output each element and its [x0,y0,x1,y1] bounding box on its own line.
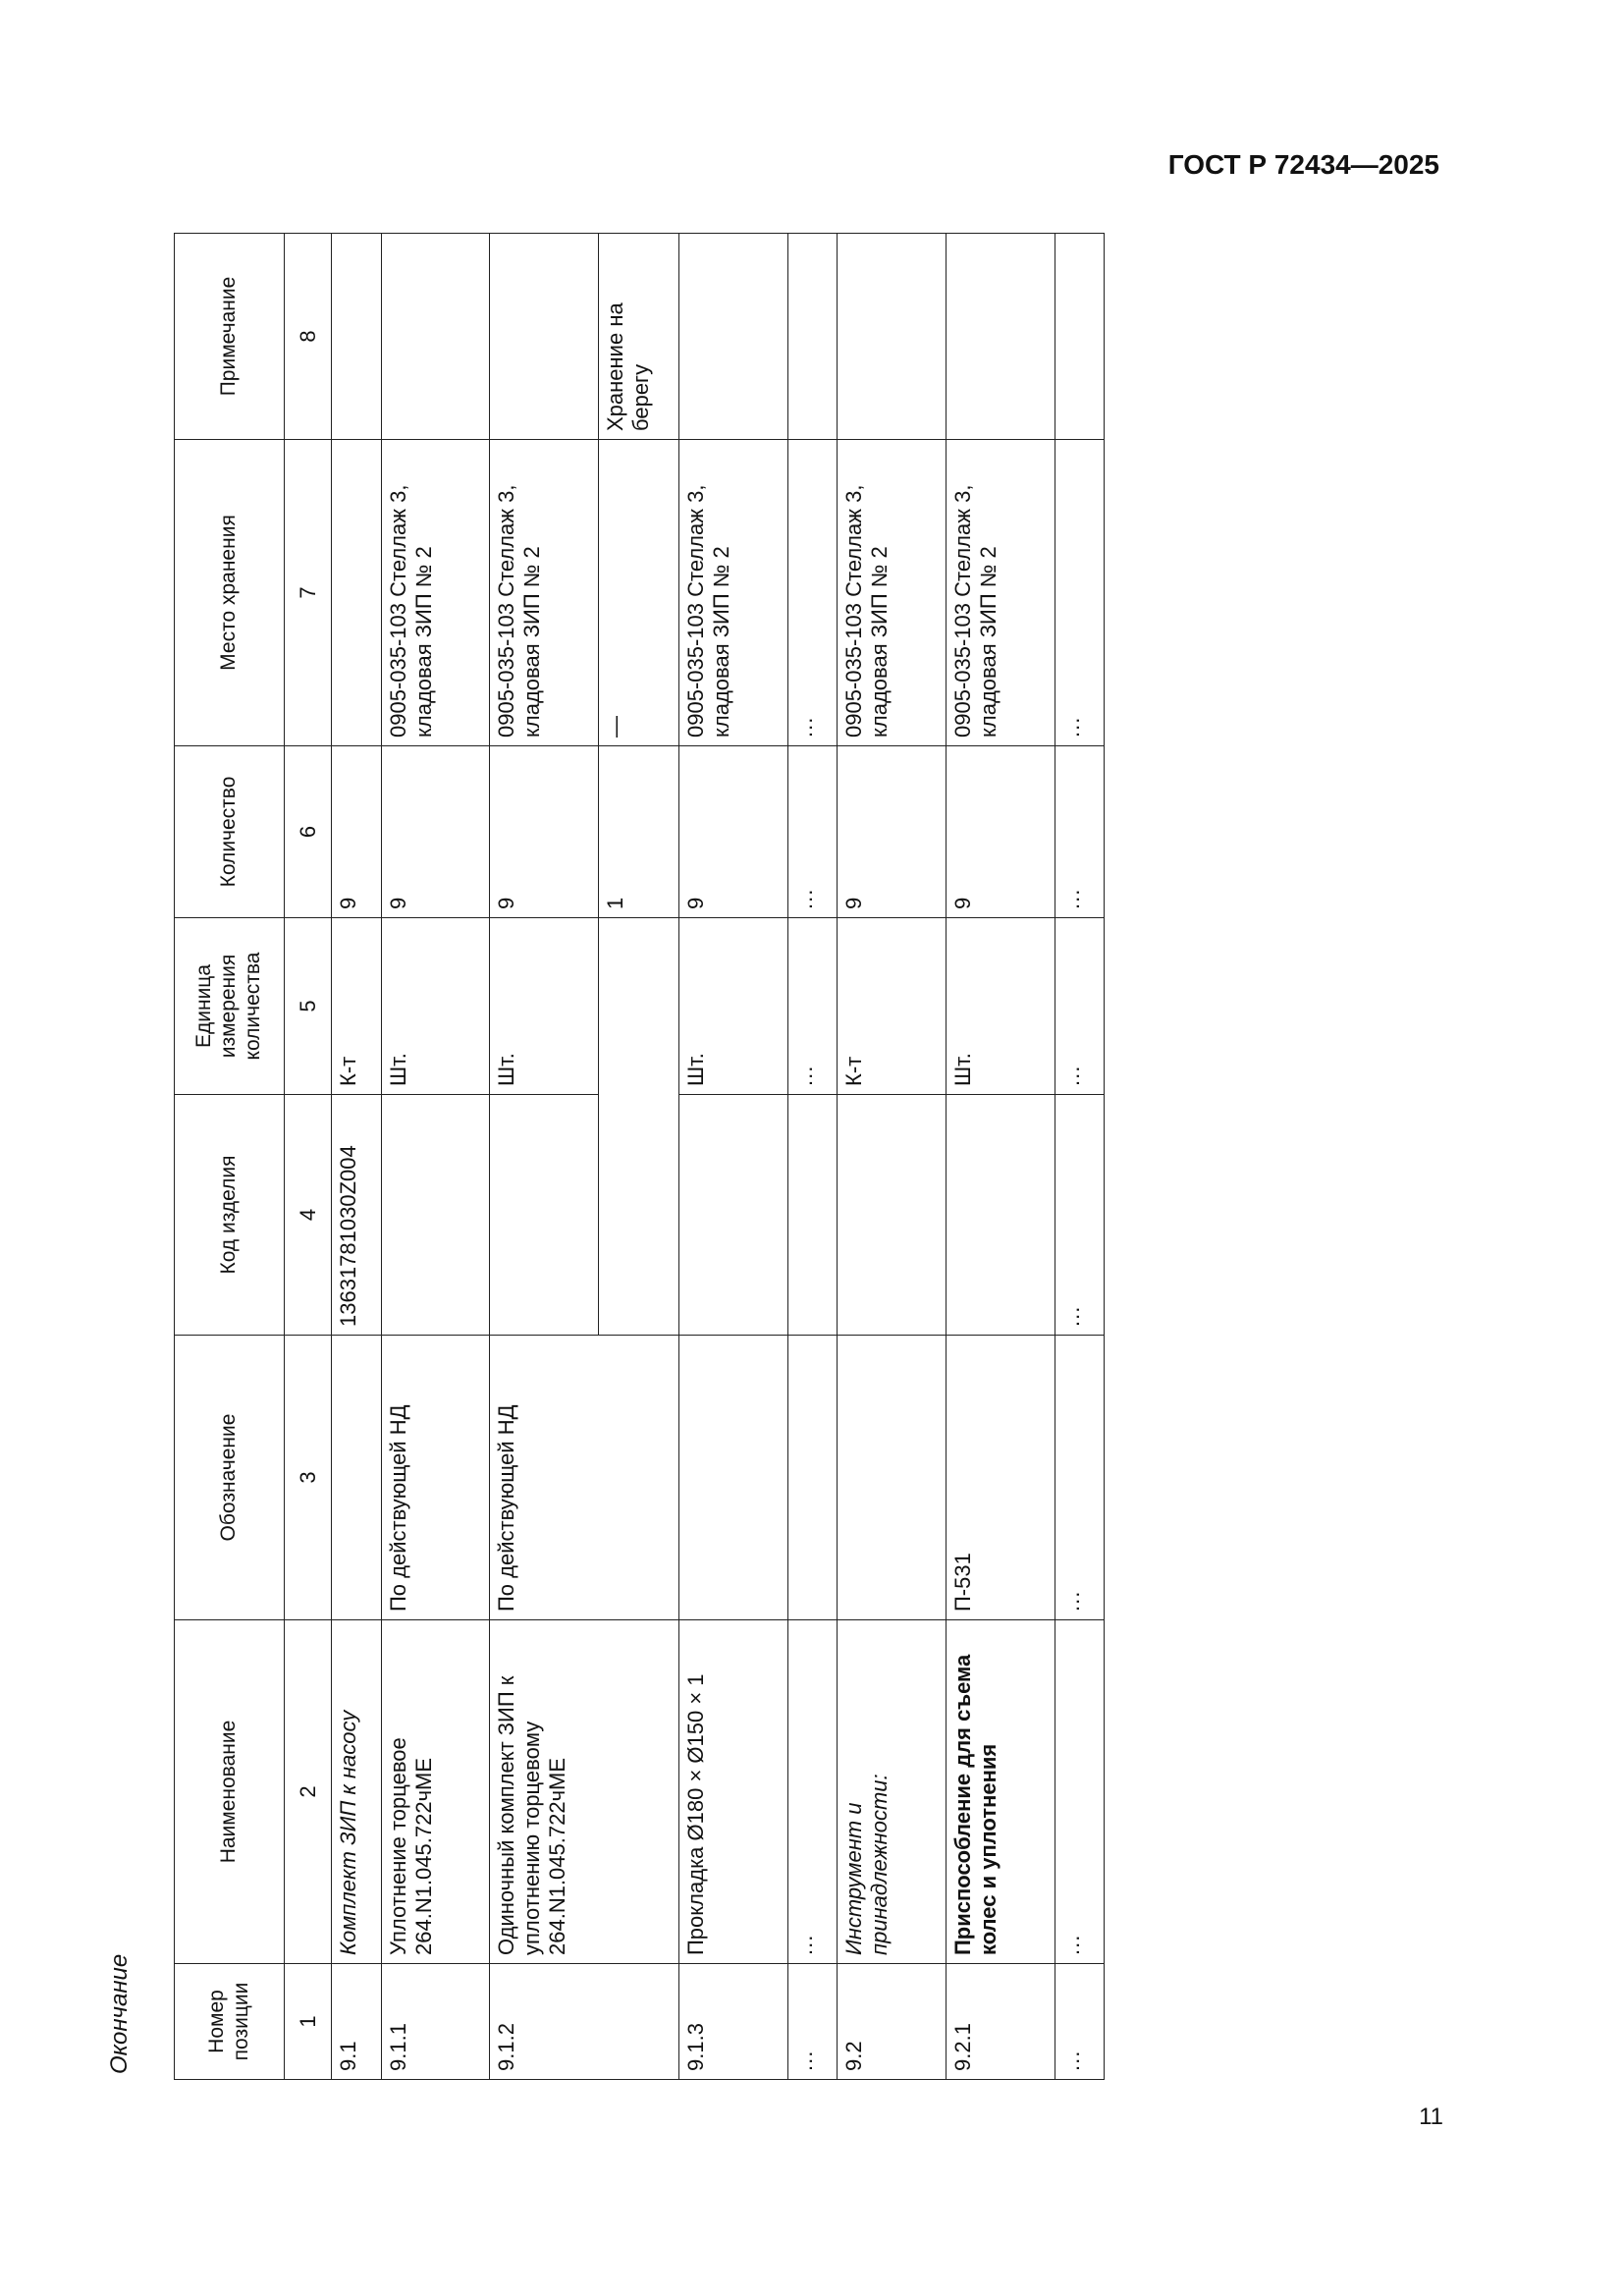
table-row [381,234,490,2080]
cell-storage-location: ... [788,440,838,746]
cell-product-code: ... [1055,1095,1104,1336]
cell-quantity: 9 [332,746,381,918]
cell-designation: ... [1055,1336,1104,1620]
cell-storage-location: 0905-035-103 Стеллаж 3, кладовая ЗИП № 2 [490,440,599,746]
cell-position-number: 9.2 [838,1964,947,2080]
cell-storage-location: — [598,440,678,746]
cell-product-code [946,1095,1055,1336]
cell-unit: ... [1055,918,1104,1095]
cell-storage-location: 0905-035-103 Стеллаж 3, кладовая ЗИП № 2 [838,440,947,746]
spare-parts-table [174,233,1105,2080]
cell-product-code [381,1095,490,1336]
cell-note [788,234,838,440]
table-row [788,234,838,2080]
cell-position-number: 9.1 [332,1964,381,2080]
cell-name: ... [788,1620,838,1964]
cell-unit: Шт. [490,918,599,1095]
cell-product-code: 13631781030Z004 [332,1095,381,1336]
cell-quantity: 9 [679,746,788,918]
cell-designation [788,1336,838,1620]
cell-quantity: 9 [946,746,1055,918]
cell-position-number: ... [1055,1964,1104,2080]
rotated-table-container [174,234,1105,2080]
cell-note: Хранение на берегу [598,234,678,440]
cell-name: Прокладка Ø180 × Ø150 × 1 [679,1620,788,1964]
table-row [1055,234,1104,2080]
table-row [332,234,381,2080]
column-number: 1 [285,1964,332,2080]
cell-position-number: 9.1.2 [490,1964,679,2080]
cell-position-number: 9.1.3 [679,1964,788,2080]
cell-storage-location: 0905-035-103 Стеллаж 3, кладовая ЗИП № 2 [381,440,490,746]
cell-quantity: ... [788,746,838,918]
cell-name: Приспособление для съема колес и уплотнения [946,1620,1055,1964]
cell-designation [679,1336,788,1620]
cell-note [381,234,490,440]
table-row [838,234,947,2080]
column-number: 8 [285,234,332,440]
cell-designation: П-531 [946,1336,1055,1620]
document-header: ГОСТ Р 72434—2025 [1167,149,1439,180]
cell-storage-location: 0905-035-103 Стеллаж 3, кладовая ЗИП № 2 [946,440,1055,746]
cell-designation: По действующей НД [490,1336,679,1620]
cell-note [679,234,788,440]
cell-position-number: 9.2.1 [946,1964,1055,2080]
cell-product-code [490,1095,599,1336]
column-number: 3 [285,1336,332,1620]
cell-unit: ... [788,918,838,1095]
cell-designation [332,1336,381,1620]
column-number: 2 [285,1620,332,1964]
cell-position-number: 9.1.1 [381,1964,490,2080]
header-designation: Обозначение [175,1336,285,1620]
cell-name: Одиночный комплект ЗИП к уплотнению торцевому 264.N1.045.722чМЕ [490,1620,679,1964]
cell-unit: К-т [838,918,947,1095]
column-number: 6 [285,746,332,918]
cell-quantity: 9 [490,746,599,918]
column-number-row [285,234,332,2080]
cell-quantity: 1 [598,746,678,918]
page-number: 11 [1419,2104,1443,2130]
header-product-code: Код изделия [175,1095,285,1336]
header-unit: Единица измерения количества [175,918,285,1095]
cell-quantity: ... [1055,746,1104,918]
cell-unit: К-т [332,918,381,1095]
cell-product-code [679,1095,788,1336]
cell-note [946,234,1055,440]
cell-product-code [788,1095,838,1336]
cell-quantity: 9 [838,746,947,918]
header-storage-location: Место хранения [175,440,285,746]
cell-storage-location: 0905-035-103 Стеллаж 3, кладовая ЗИП № 2 [679,440,788,746]
cell-unit: Шт. [679,918,788,1095]
column-number: 4 [285,1095,332,1336]
cell-name: Инструмент и принадлежности: [838,1620,947,1964]
table-row [946,234,1055,2080]
header-position-number: Номер позиции [175,1964,285,2080]
cell-product-code-unit [598,918,678,1336]
cell-note [838,234,947,440]
header-note: Примечание [175,234,285,440]
cell-name: ... [1055,1620,1104,1964]
cell-note [332,234,381,440]
cell-position-number: ... [788,1964,838,2080]
column-number: 5 [285,918,332,1095]
cell-quantity: 9 [381,746,490,918]
header-name: Наименование [175,1620,285,1964]
header-quantity: Количество [175,746,285,918]
cell-note [1055,234,1104,440]
cell-name: Комплект ЗИП к насосу [332,1620,381,1964]
cell-unit: Шт. [946,918,1055,1095]
cell-storage-location [332,440,381,746]
cell-storage-location: ... [1055,440,1104,746]
table-row [679,234,788,2080]
column-number: 7 [285,440,332,746]
table-caption: Окончание [106,1953,133,2074]
cell-designation [838,1336,947,1620]
cell-unit: Шт. [381,918,490,1095]
cell-name: Уплотнение торцевое 264.N1.045.722чМЕ [381,1620,490,1964]
table-row [490,234,599,2080]
cell-designation: По действующей НД [381,1336,490,1620]
cell-product-code [838,1095,947,1336]
cell-note [490,234,599,440]
